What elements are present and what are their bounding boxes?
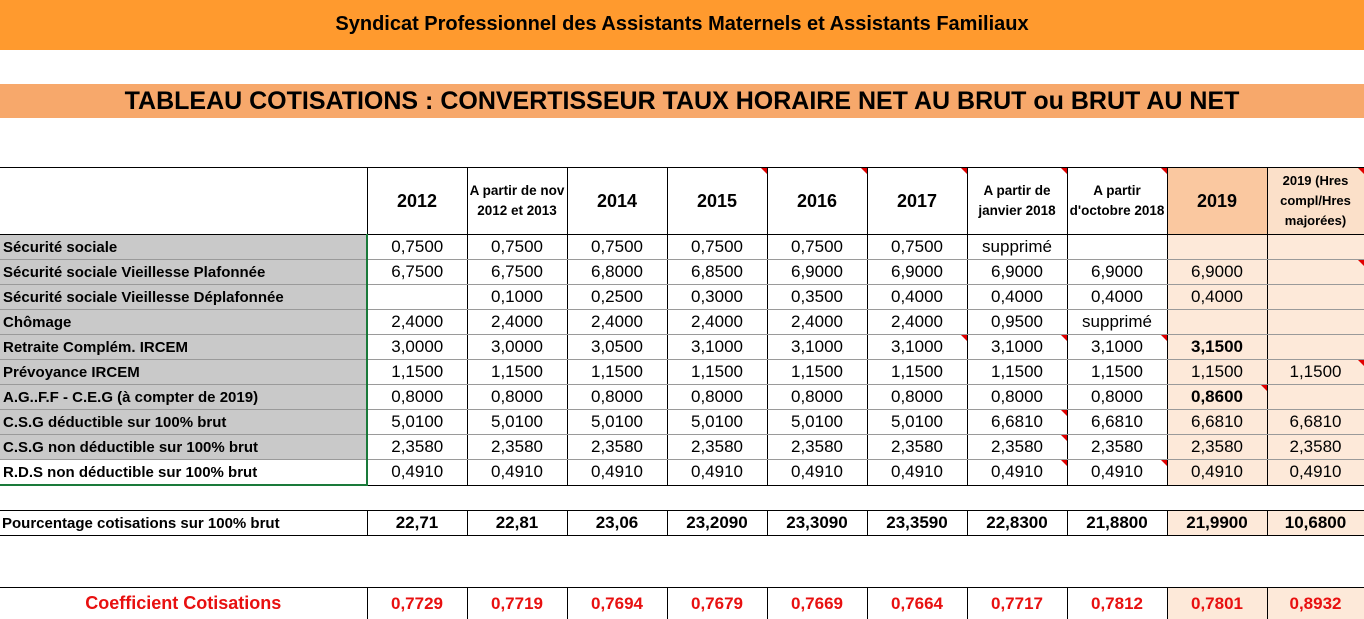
row-label[interactable]: Prévoyance IRCEM: [0, 360, 367, 385]
table-cell[interactable]: [1267, 260, 1364, 285]
row-label[interactable]: C.S.G déductible sur 100% brut: [0, 410, 367, 435]
table-cell[interactable]: 0,4910: [1167, 460, 1267, 486]
table-cell[interactable]: 0,8000: [767, 385, 867, 410]
table-title: TABLEAU COTISATIONS : CONVERTISSEUR TAUX HORAIRE NET AU BRUT ou BRUT AU NET: [0, 84, 1364, 118]
table-cell[interactable]: 0,7500: [567, 235, 667, 260]
percentage-cell[interactable]: 23,2090: [667, 511, 767, 536]
table-cell[interactable]: 3,1000: [967, 335, 1067, 360]
table-cell[interactable]: 1,1500: [667, 360, 767, 385]
percentage-cell[interactable]: 23,06: [567, 511, 667, 536]
spacer-cell: [0, 536, 1364, 588]
table-cell[interactable]: 0,8000: [367, 385, 467, 410]
table-cell[interactable]: 6,9000: [1067, 260, 1167, 285]
table-cell[interactable]: 0,8600: [1167, 385, 1267, 410]
table-row: [0, 260, 1364, 285]
banner-title: Syndicat Professionnel des Assistants Maternels et Assistants Familiaux: [0, 0, 1364, 50]
table-cell[interactable]: [1267, 310, 1364, 335]
row-label[interactable]: Sécurité sociale: [0, 235, 367, 260]
header-2012[interactable]: 2012: [367, 168, 467, 235]
header-row: [0, 168, 1364, 235]
coefficient-cell[interactable]: 0,8932: [1267, 588, 1364, 619]
table-cell[interactable]: [1267, 335, 1364, 360]
table-cell[interactable]: 0,7500: [367, 235, 467, 260]
table-cell[interactable]: 6,8000: [567, 260, 667, 285]
table-cell[interactable]: 0,8000: [667, 385, 767, 410]
table-cell[interactable]: 5,0100: [767, 410, 867, 435]
table-cell[interactable]: 0,7500: [467, 235, 567, 260]
spacer-row: [0, 485, 1364, 511]
table-cell[interactable]: 5,0100: [667, 410, 767, 435]
coefficient-cell[interactable]: 0,7812: [1067, 588, 1167, 619]
table-cell[interactable]: 6,8500: [667, 260, 767, 285]
coefficient-cell[interactable]: 0,7694: [567, 588, 667, 619]
table-cell[interactable]: 6,9000: [767, 260, 867, 285]
table-cell[interactable]: 1,1500: [467, 360, 567, 385]
table-cell[interactable]: 6,9000: [967, 260, 1067, 285]
percentage-row: [0, 511, 1364, 536]
table-cell[interactable]: 3,1000: [667, 335, 767, 360]
table-cell[interactable]: 1,1500: [967, 360, 1067, 385]
table-cell[interactable]: 2,3580: [1167, 435, 1267, 460]
table-cell[interactable]: 2,4000: [867, 310, 967, 335]
table-cell[interactable]: 0,2500: [567, 285, 667, 310]
table-row: [0, 410, 1364, 435]
table-cell[interactable]: 0,4000: [867, 285, 967, 310]
percentage-label[interactable]: Pourcentage cotisations sur 100% brut: [0, 511, 367, 536]
percentage-cell[interactable]: 21,8800: [1067, 511, 1167, 536]
table-cell[interactable]: 3,0500: [567, 335, 667, 360]
table-cell[interactable]: 0,7500: [767, 235, 867, 260]
table-cell[interactable]: 2,3580: [567, 435, 667, 460]
table-cell[interactable]: 6,6810: [967, 410, 1067, 435]
table-cell[interactable]: [1267, 285, 1364, 310]
row-label[interactable]: Retraite Complém. IRCEM: [0, 335, 367, 360]
table-cell[interactable]: 6,9000: [1167, 260, 1267, 285]
table-cell[interactable]: 5,0100: [567, 410, 667, 435]
table-cell[interactable]: 0,4910: [967, 460, 1067, 486]
table-cell[interactable]: 0,8000: [967, 385, 1067, 410]
percentage-cell[interactable]: 22,71: [367, 511, 467, 536]
row-label[interactable]: Sécurité sociale Vieillesse Plafonnée: [0, 260, 367, 285]
table-cell[interactable]: 0,8000: [567, 385, 667, 410]
table-cell[interactable]: 6,9000: [867, 260, 967, 285]
header-2015[interactable]: 2015: [667, 168, 767, 235]
table-cell[interactable]: [1267, 385, 1364, 410]
table-cell[interactable]: 0,4910: [1067, 460, 1167, 486]
header-blank[interactable]: [0, 168, 367, 235]
table-cell[interactable]: 0,4910: [767, 460, 867, 486]
table-cell[interactable]: 0,4910: [667, 460, 767, 486]
table-cell[interactable]: 0,7500: [667, 235, 767, 260]
coefficient-row: [0, 588, 1364, 619]
table-cell[interactable]: 2,4000: [667, 310, 767, 335]
percentage-cell[interactable]: 21,9900: [1167, 511, 1267, 536]
table-cell[interactable]: 1,1500: [767, 360, 867, 385]
header-octobre-2018[interactable]: A partir d'octobre 2018: [1067, 168, 1167, 235]
table-cell[interactable]: 2,4000: [367, 310, 467, 335]
table-cell[interactable]: 2,3580: [1267, 435, 1364, 460]
table-cell[interactable]: 5,0100: [467, 410, 567, 435]
table-cell[interactable]: 3,1000: [767, 335, 867, 360]
table-cell[interactable]: 5,0100: [367, 410, 467, 435]
table-cell[interactable]: 0,4910: [567, 460, 667, 486]
header-janvier-2018[interactable]: A partir de janvier 2018: [967, 168, 1067, 235]
table-cell[interactable]: 6,6810: [1267, 410, 1364, 435]
coefficient-cell[interactable]: 0,7669: [767, 588, 867, 619]
table-cell[interactable]: 2,3580: [367, 435, 467, 460]
header-2019-hres-compl[interactable]: 2019 (Hres compl/Hres majorées): [1267, 168, 1364, 235]
table-cell[interactable]: 3,0000: [367, 335, 467, 360]
table-row: [0, 335, 1364, 360]
table-cell[interactable]: 5,0100: [867, 410, 967, 435]
table-row: [0, 285, 1364, 310]
table-cell[interactable]: 0,9500: [967, 310, 1067, 335]
table-cell[interactable]: supprimé: [967, 235, 1067, 260]
spacer-cell: [0, 485, 1364, 511]
table-cell[interactable]: 2,3580: [467, 435, 567, 460]
row-label[interactable]: C.S.G non déductible sur 100% brut: [0, 435, 367, 460]
table-cell[interactable]: 0,4910: [1267, 460, 1364, 486]
table-cell[interactable]: [1167, 235, 1267, 260]
table-cell[interactable]: 3,1000: [867, 335, 967, 360]
table-cell[interactable]: [1167, 310, 1267, 335]
table-cell[interactable]: 1,1500: [867, 360, 967, 385]
table-row: [0, 360, 1364, 385]
percentage-cell[interactable]: 10,6800: [1267, 511, 1364, 536]
table-cell[interactable]: 2,4000: [467, 310, 567, 335]
coefficient-cell[interactable]: 0,7717: [967, 588, 1067, 619]
row-label[interactable]: Sécurité sociale Vieillesse Déplafonnée: [0, 285, 367, 310]
table-cell[interactable]: 2,3580: [767, 435, 867, 460]
table-cell[interactable]: 0,3000: [667, 285, 767, 310]
header-2017[interactable]: 2017: [867, 168, 967, 235]
table-cell[interactable]: 0,4910: [467, 460, 567, 486]
table-cell[interactable]: [1267, 235, 1364, 260]
table-row: [0, 310, 1364, 335]
table-row: [0, 235, 1364, 260]
table-cell[interactable]: 3,0000: [467, 335, 567, 360]
table-cell[interactable]: 0,4000: [1167, 285, 1267, 310]
table-cell[interactable]: 6,6810: [1067, 410, 1167, 435]
table-cell[interactable]: 2,3580: [867, 435, 967, 460]
table-cell[interactable]: 0,8000: [1067, 385, 1167, 410]
table-cell[interactable]: [367, 285, 467, 310]
table-cell[interactable]: 3,1000: [1067, 335, 1167, 360]
percentage-cell[interactable]: 22,8300: [967, 511, 1067, 536]
table-cell[interactable]: 6,7500: [467, 260, 567, 285]
coefficient-cell[interactable]: 0,7729: [367, 588, 467, 619]
table-cell[interactable]: supprimé: [1067, 310, 1167, 335]
percentage-cell[interactable]: 23,3590: [867, 511, 967, 536]
percentage-cell[interactable]: 23,3090: [767, 511, 867, 536]
table-row: [0, 460, 1364, 486]
table-cell[interactable]: 0,3500: [767, 285, 867, 310]
header-2016[interactable]: 2016: [767, 168, 867, 235]
header-nov-2012-2013[interactable]: A partir de nov 2012 et 2013: [467, 168, 567, 235]
table-row: [0, 435, 1364, 460]
percentage-cell[interactable]: 22,81: [467, 511, 567, 536]
table-cell[interactable]: 0,8000: [867, 385, 967, 410]
coefficient-cell[interactable]: 0,7679: [667, 588, 767, 619]
table-cell[interactable]: 0,7500: [867, 235, 967, 260]
table-row: [0, 385, 1364, 410]
table-cell[interactable]: 6,6810: [1167, 410, 1267, 435]
table-cell[interactable]: 0,4000: [967, 285, 1067, 310]
table-cell[interactable]: 0,4000: [1067, 285, 1167, 310]
table-cell[interactable]: 2,4000: [767, 310, 867, 335]
row-label[interactable]: A.G..F.F - C.E.G (à compter de 2019): [0, 385, 367, 410]
header-2014[interactable]: 2014: [567, 168, 667, 235]
header-2019[interactable]: 2019: [1167, 168, 1267, 235]
cotisations-table: [0, 167, 1364, 619]
table-cell[interactable]: 1,1500: [1167, 360, 1267, 385]
table-cell[interactable]: [1067, 235, 1167, 260]
coefficient-label[interactable]: Coefficient Cotisations: [0, 588, 367, 619]
table-cell[interactable]: 2,3580: [967, 435, 1067, 460]
table-cell[interactable]: 3,1500: [1167, 335, 1267, 360]
coefficient-cell[interactable]: 0,7664: [867, 588, 967, 619]
table-cell[interactable]: 1,1500: [567, 360, 667, 385]
coefficient-cell[interactable]: 0,7719: [467, 588, 567, 619]
coefficient-cell[interactable]: 0,7801: [1167, 588, 1267, 619]
spacer-row: [0, 536, 1364, 588]
table-cell[interactable]: 0,4910: [367, 460, 467, 486]
table-cell[interactable]: 0,4910: [867, 460, 967, 486]
table-cell[interactable]: 1,1500: [367, 360, 467, 385]
table-cell[interactable]: 1,1500: [1067, 360, 1167, 385]
table-cell[interactable]: 0,1000: [467, 285, 567, 310]
table-cell[interactable]: 6,7500: [367, 260, 467, 285]
table-cell[interactable]: 0,8000: [467, 385, 567, 410]
table-cell[interactable]: 2,3580: [1067, 435, 1167, 460]
row-label[interactable]: Chômage: [0, 310, 367, 335]
table-cell[interactable]: 2,3580: [667, 435, 767, 460]
table-cell[interactable]: 2,4000: [567, 310, 667, 335]
row-label[interactable]: R.D.S non déductible sur 100% brut: [0, 460, 367, 486]
table-cell[interactable]: 1,1500: [1267, 360, 1364, 385]
